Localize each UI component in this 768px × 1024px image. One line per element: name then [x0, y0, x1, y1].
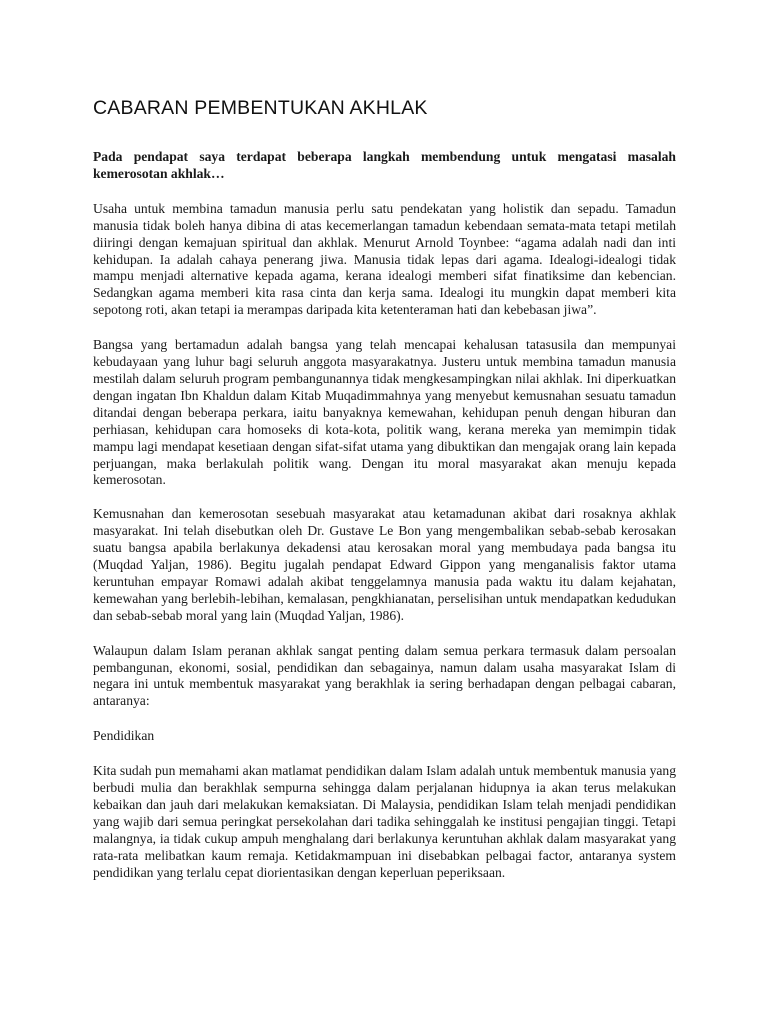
body-paragraph: Bangsa yang bertamadun adalah bangsa yang telah mencapai kehalusan tatasusila dan mempunyai kebudayaan yang luhur bagi seluruh anggota masyarakatnya. Justeru untuk membina tamadun manusia mestilah dalam seluruh program pembangunannya tidak mengkesampingkan nilai akhlak. Ini diperkuatkan dengan ingatan Ibn Khaldun dalam Kitab Muqadimmahnya yang menyebut kemusnahan sesuatu tamadun ditandai dengan beberapa perkara, iaitu banyaknya kemewahan, kehidupan penuh dengan hiburan dan perhiasan, kehidupan cara homoseks di kota-kota, politik wang, kerana mereka yan memimpin tidak mampu lagi mendapat kesetiaan dengan sifat-sifat utama yang dibuktikan dan mengajak orang lain kepada perjuangan, maka berlakulah politik wang. Dengan itu moral masyarakat akan menuju kepada kemerosotan. [93, 337, 676, 488]
body-paragraph: Usaha untuk membina tamadun manusia perlu satu pendekatan yang holistik dan sepadu. Tamadun manusia tidak boleh hanya dibina di atas kecemerlangan tamadun kebendaan semata-mata tetapi metilah diiringi dengan kemajuan spiritual dan akhlak. Menurut Arnold Toynbee: “agama adalah nadi dan inti kehidupan. Ia adalah cahaya penerang jiwa. Manusia tidak lepas dari agama. Idealogi-idealogi tidak mampu menjadi alternative kepada agama, kerana idealogi memberi sifat finatiksime dan kebencian. Sedangkan agama memberi kita rasa cinta dan kerja sama. Idealogi itu mungkin dapat memberi kita sepotong roti, akan tetapi ia merampas daripada kita ketenteraman hati dan kebebasan jiwa”. [93, 200, 676, 318]
body-paragraph: Kemusnahan dan kemerosotan sesebuah masyarakat atau ketamadunan akibat dari rosaknya akhlak masyarakat. Ini telah disebutkan oleh Dr. Gustave Le Bon yang mengembalikan sebab-sebab kerosakan suatu bangsa apabila berlakunya dekadensi atau kerosakan moral yang membudaya pada bangsa itu (Muqdad Yaljan, 1986). Begitu jugalah pendapat Edward Gippon yang menganalisis faktor utama keruntuhan empayar Romawi adalah akibat tenggelamnya manusia pada waktu itu dalam kejahatan, kemewahan yang berlebih-lebihan, kemalasan, pengkhianatan, perselisihan untuk mendapatkan kedudukan dan sebab-sebab moral yang lain (Muqdad Yaljan, 1986). [93, 506, 676, 623]
section-heading: Pendidikan [93, 728, 155, 744]
body-paragraph: Walaupun dalam Islam peranan akhlak sangat penting dalam semua perkara termasuk dalam persoalan pembangunan, ekonomi, sosial, pendidikan dan sebagainya, namun dalam usaha masyarakat Islam di negara ini untuk membentuk masyarakat yang berakhlak ia sering berhadapan dengan pelbagai cabaran, antaranya: [93, 642, 676, 709]
document-title: CABARAN PEMBENTUKAN AKHLAK [93, 97, 428, 119]
section-paragraph: Kita sudah pun memahami akan matlamat pendidikan dalam Islam adalah untuk membentuk manusia yang berbudi mulia dan berakhlak sempurna sehingga dalam perjalanan hidupnya ia akan terus melakukan kebaikan dan jauh dari melakukan kemaksiatan. Di Malaysia, pendidikan Islam telah menjadi pendidikan yang wajib dari semua peringkat persekolahan dari tadika sehinggalah ke institusi pengajian tinggi. Tetapi malangnya, ia tidak cukup ampuh menghalang dari berlakunya keruntuhan akhlak dalam masyarakat yang rata-rata melibatkan kaum remaja. Ketidakmampuan ini disebabkan pelbagai factor, antaranya system pendidikan yang terlalu cepat diorientasikan dengan keperluan peperiksaan. [93, 763, 676, 880]
document-body [93, 149, 676, 900]
intro-paragraph: Pada pendapat saya terdapat beberapa langkah membendung untuk mengatasi masalah kemerosotan akhlak… [93, 149, 676, 181]
